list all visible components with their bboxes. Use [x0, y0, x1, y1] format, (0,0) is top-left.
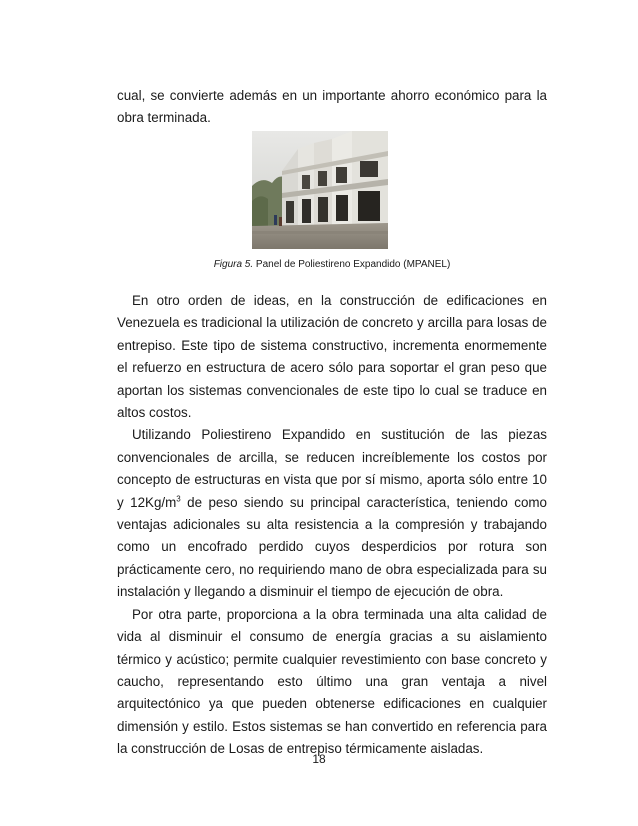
paragraph-1: En otro orden de ideas, en la construcción de edificaciones en Venezuela es tradicional la utilización de concreto y arcilla para losas de entrepiso. Este tipo de sistema constructivo, incrementa enormemente el refuerzo en estructura de acero sólo para soportar el gran peso que aportan los sistemas convencionales de este tipo lo cual se traduce en altos costos. [117, 293, 547, 421]
paragraph-2-part-2: de peso siendo su principal característica, teniendo como ventajas adicionales su alta resistencia a la compresión y trabajando como un encofrado perdido cuyos desperdicios por rotura son prácticamente cero, no requiriendo mano de obra especializada para su instalación y llegando a disminuir el tiempo de ejecución de obra. [117, 494, 547, 600]
intro-paragraph: cual, se convierte además en un importante ahorro económico para la obra terminada. [117, 88, 547, 126]
paragraph-3: Por otra parte, proporciona a la obra terminada una alta calidad de vida al disminuir el consumo de energía gracias a su aislamiento térmico y acústico; permite cualquier revestimiento con base concreto y caucho, representando esto último una gran ventaja a nivel arquitectónico ya que pueden obtenerse edificaciones en cualquier dimensión y estilo. Estos sistemas se han convertido en referencia para la construcción de Losas de entrepiso térmicamente aisladas. [117, 606, 547, 757]
figure-caption [117, 258, 547, 272]
intro-text-block [117, 85, 547, 130]
body-text-block [117, 290, 547, 761]
building-photo-illustration [252, 131, 388, 249]
paragraph-2 [117, 424, 547, 603]
paragraph-2-part-1: Utilizando Poliestireno Expandido en sustitución de las piezas convencionales de arcilla, se reducen increíblemente los costos por concepto de estructuras en vista que por sí mismo, aporta sólo entre 10 y 12Kg/m [117, 427, 547, 510]
figure-photo [252, 131, 388, 249]
page-number: 18 [312, 752, 326, 766]
superscript-three: 3 [176, 494, 181, 504]
figure-label: Figura 5. [213, 259, 254, 270]
figure-caption-text: Panel de Poliestireno Expandido (MPANEL) [253, 259, 451, 270]
